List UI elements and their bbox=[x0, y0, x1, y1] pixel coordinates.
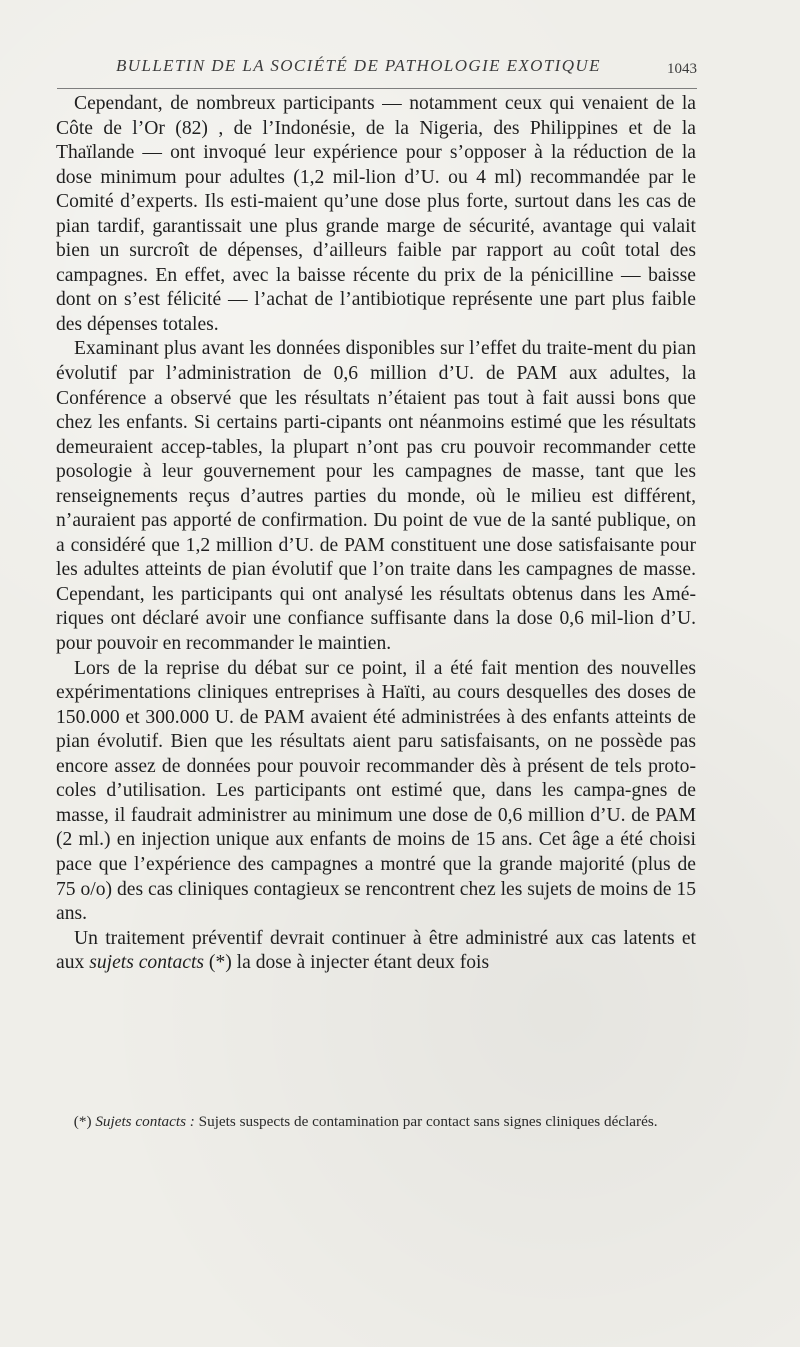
paragraph: Lors de la reprise du débat sur ce point, il a été fait mention des nouvelles expérimentations cliniques entreprises à Haïti, au cours desquelles des doses de 150.000 et 300.000 U. de PAM avaient été administrées à des enfants atteints de pian évolutif. Bien que les résultats aient paru satisfaisants, on ne possède pas encore assez de données pour pouvoir recommander dès à présent de tels proto-coles d’utilisation. Les participants ont estimé que, dans les campa-gnes de masse, il faudrait administrer au minimum une dose de 0,6 million d’U. de PAM (2 ml.) en injection unique aux enfants de moins de 15 ans. Cet âge a été choisi pace que l’expérience des campagnes a montré que la grande majorité (plus de 75 o/o) des cas cliniques contagieux se rencontrent chez les sujets de moins de 15 ans. bbox=[56, 657, 696, 925]
body-text bbox=[56, 92, 696, 976]
page-header bbox=[57, 54, 697, 89]
italic-term: sujets contacts bbox=[89, 952, 205, 974]
footnote-text: Sujets suspects de contamination par contact sans signes cliniques déclarés. bbox=[198, 1113, 658, 1130]
paragraph bbox=[56, 927, 696, 976]
footnote bbox=[58, 1113, 696, 1131]
footnote-marker: (*) bbox=[73, 1113, 92, 1130]
paragraph-text-after-italic: (*) la dose à injecter étant deux fois bbox=[204, 952, 490, 974]
paragraph-text-before-italic: Un traitement préventif devrait continuer à être administré aux cas latents et aux bbox=[56, 927, 696, 974]
paragraph: Examinant plus avant les données disponibles sur l’effet du traite-ment du pian évolutif par l’administration de 0,6 million d’U. de PAM aux adultes, la Conférence a observé que les résultats n’étaient pas tout à fait aussi bons que chez les enfants. Si certains parti-cipants ont néanmoins estimé que les résultats demeuraient accep-tables, la plupart n’ont pas cru pouvoir recommander cette posologie à leur gouvernement pour les campagnes de masse, tant que les renseignements reçus d’autres parties du monde, où le milieu est différent, n’auraient pas apporté de confirmation. Du point de vue de la santé publique, on a considéré que 1,2 million d’U. de PAM constituent une dose satisfaisante pour les adultes atteints de pian évolutif que l’on traite dans les campagnes de masse. Cependant, les participants qui ont analysé les résultats obtenus dans les Amé-riques ont déclaré avoir une confiance suffisante dans la dose 0,6 mil-lion d’U. pour pouvoir en recommander le maintien. bbox=[56, 338, 696, 655]
running-title: BULLETIN DE LA SOCIÉTÉ DE PATHOLOGIE EXOTIQUE bbox=[116, 56, 601, 75]
paragraph: Cependant, de nombreux participants — notamment ceux qui venaient de la Côte de l’Or (82) , de l’Indonésie, de la Nigeria, des Philippines et de la Thaïlande — ont invoqué leur expérience pour s’opposer à la réduction de la dose minimum pour adultes (1,2 mil-lion d’U. ou 4 ml) recommandée par le Comité d’experts. Ils esti-maient qu’une dose plus forte, surtout dans les cas de pian tardif, garantissait une plus grande marge de sécurité, avantage qui valait bien un surcroît de dépenses, d’ailleurs faible par rapport au coût total des campagnes. En effet, avec la baisse récente du prix de la pénicilline — baisse dont on s’est félicité — l’achat de l’antibiotique représente une part plus faible des dépenses totales. bbox=[56, 93, 696, 335]
footnote-label: Sujets contacts : bbox=[95, 1113, 195, 1130]
page-number: 1043 bbox=[667, 61, 697, 77]
